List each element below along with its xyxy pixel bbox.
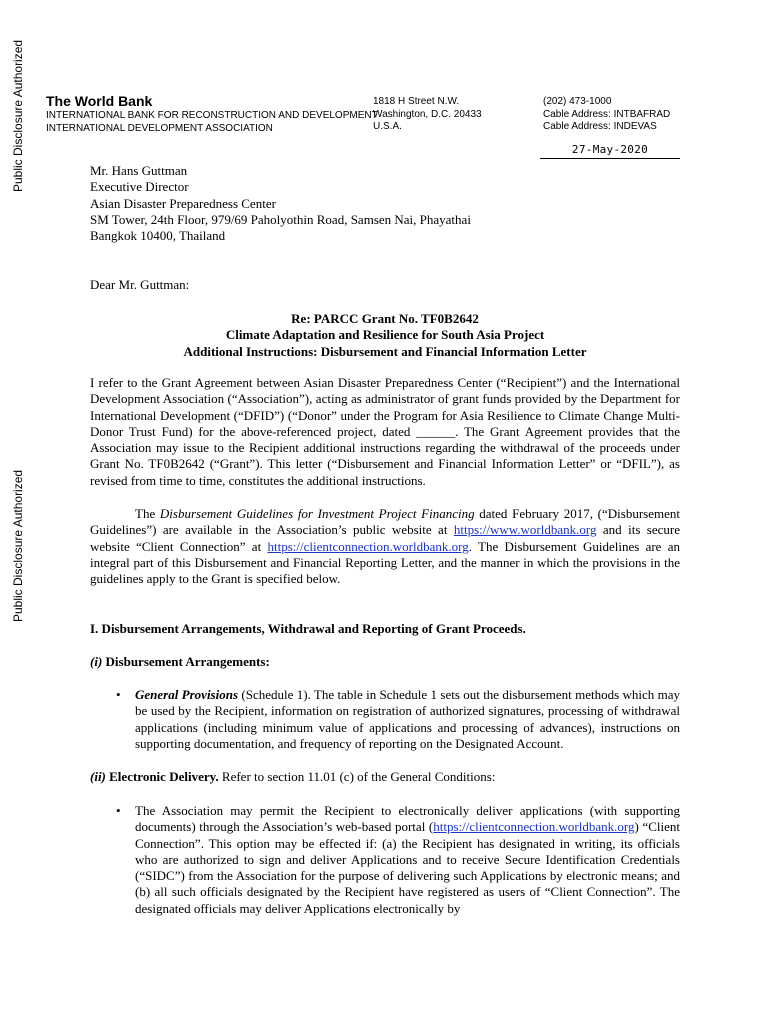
recipient-line: Mr. Hans Guttman — [90, 163, 188, 178]
contact-line: (202) 473-1000 — [543, 96, 612, 107]
recipient-line: Asian Disaster Preparedness Center — [90, 195, 276, 211]
bullet-body: (Schedule 1). The table in Schedule 1 sets out the disbursement methods which may be used by the Recipient, information on registration of authorized signatures, processing of withdrawal applications (including minimum value of applications and processing of advances), instructions on supporting documentation, and frequency of reporting on the Designated Account. — [135, 687, 681, 751]
guidelines-title: Disbursement Guidelines for Investment Project Financing — [159, 506, 475, 521]
client-connection-link[interactable]: https://clientconnection.worldbank.org — [267, 538, 469, 554]
bullet-icon: • — [116, 687, 121, 702]
letterhead-address — [373, 96, 482, 134]
recipient-address — [90, 163, 680, 244]
address-line: 1818 H Street N.W. — [373, 96, 460, 107]
worldbank-link[interactable]: https://www.worldbank.org — [453, 522, 597, 538]
subheading-number: (ii) — [90, 769, 106, 784]
letter-date: 27-May-2020 — [540, 143, 680, 159]
org-line: INTERNATIONAL BANK FOR RECONSTRUCTION AND DEVELOPMENT — [46, 110, 378, 121]
address-line: Washington, D.C. 20433 — [373, 108, 482, 120]
bullet2-post: ) “Client Connection”. This option may be effected if: (a) the Recipient has designated in writing, its officials who are authorized to sign and deliver Applications and to receive Secure Identification Credentials (“SIDC”) from the Association for the purpose of delivering such Applications by electronic means; and (b) all such officials designated by the Recipient have registered as users of “Client Connection”. The designated officials may deliver Applications electronically by — [135, 819, 680, 916]
para2-pre: The — [135, 506, 160, 521]
recipient-line: Executive Director — [90, 179, 189, 195]
bullet-general-provisions — [90, 687, 680, 752]
letterhead-org — [46, 93, 378, 135]
client-connection-link[interactable]: https://clientconnection.worldbank.org — [433, 819, 635, 835]
paragraph-intro: I refer to the Grant Agreement between Asian Disaster Preparedness Center (“Recipient”) and the International Development Association (“Association”), acting as administrator of grant funds provided by the Department for International Development (“DFID”) (“Donor” under the Program for Asia Resilience to Climate Change Multi-Donor Trust Fund) for the above-referenced project, dated ______. The Grant Agreement provides that the Association may issue to the Recipient additional instructions regarding the withdrawal of the proceeds under Grant No. TF0B2642 (“Grant”). This letter (“Disbursement and Financial Information Letter” or “DFIL”), as revised from time to time, constitutes the additional instructions. — [90, 375, 680, 488]
bullet-text — [135, 803, 680, 917]
org-line: INTERNATIONAL DEVELOPMENT ASSOCIATION — [46, 122, 273, 134]
address-line: U.S.A. — [373, 121, 402, 132]
section-heading: I. Disbursement Arrangements, Withdrawal and Reporting of Grant Proceeds. — [90, 621, 526, 636]
subheading-text: Refer to section 11.01 (c) of the General Conditions: — [218, 769, 496, 784]
recipient-line: Bangkok 10400, Thailand — [90, 228, 226, 244]
letterhead-contact — [543, 96, 670, 134]
bullet-text — [135, 687, 680, 752]
side-label-top: Public Disclosure Authorized — [11, 39, 25, 192]
bullet2-pre: The Association may permit the Recipient to electronically deliver applications (with supporting documents) through the Association’s web-based portal ( — [135, 803, 680, 835]
para2-mid2: and its secure website “Client Connection” at — [90, 522, 680, 554]
org-name: The World Bank — [46, 93, 153, 109]
subject-line: Additional Instructions: Disbursement and Financial Information Letter — [183, 343, 587, 359]
recipient-line: SM Tower, 24th Floor, 979/69 Paholyothin Road, Samsen Nai, Phayathai — [90, 211, 471, 227]
subject-line: Re: PARCC Grant No. TF0B2642 — [291, 311, 479, 326]
para2-mid: dated February 2017, (“Disbursement Guidelines”) are available in the Association’s public website at — [90, 506, 680, 538]
subject-line: Climate Adaptation and Resilience for South Asia Project — [225, 327, 545, 343]
subheading-title: Electronic Delivery. — [109, 769, 219, 784]
subheading-disbursement — [90, 654, 680, 670]
bullet-electronic-delivery — [90, 803, 680, 917]
bullet-icon: • — [116, 803, 121, 818]
contact-line: Cable Address: INTBAFRAD — [543, 108, 671, 120]
side-label-middle: Public Disclosure Authorized — [11, 469, 25, 622]
subheading-electronic — [90, 769, 680, 785]
subject-block — [90, 311, 680, 360]
salutation: Dear Mr. Guttman: — [90, 277, 190, 292]
subheading-number: (i) — [90, 654, 103, 669]
bullet-title: General Provisions — [135, 687, 239, 702]
contact-line: Cable Address: INDEVAS — [543, 121, 657, 132]
para2-post: . The Disbursement Guidelines are an integral part of this Disbursement and Financial Reporting Letter, and the manner in which the provisions in the guidelines apply to the Grant is specified below. — [90, 538, 680, 587]
paragraph-guidelines — [90, 506, 680, 587]
subheading-title: Disbursement Arrangements: — [105, 654, 270, 669]
